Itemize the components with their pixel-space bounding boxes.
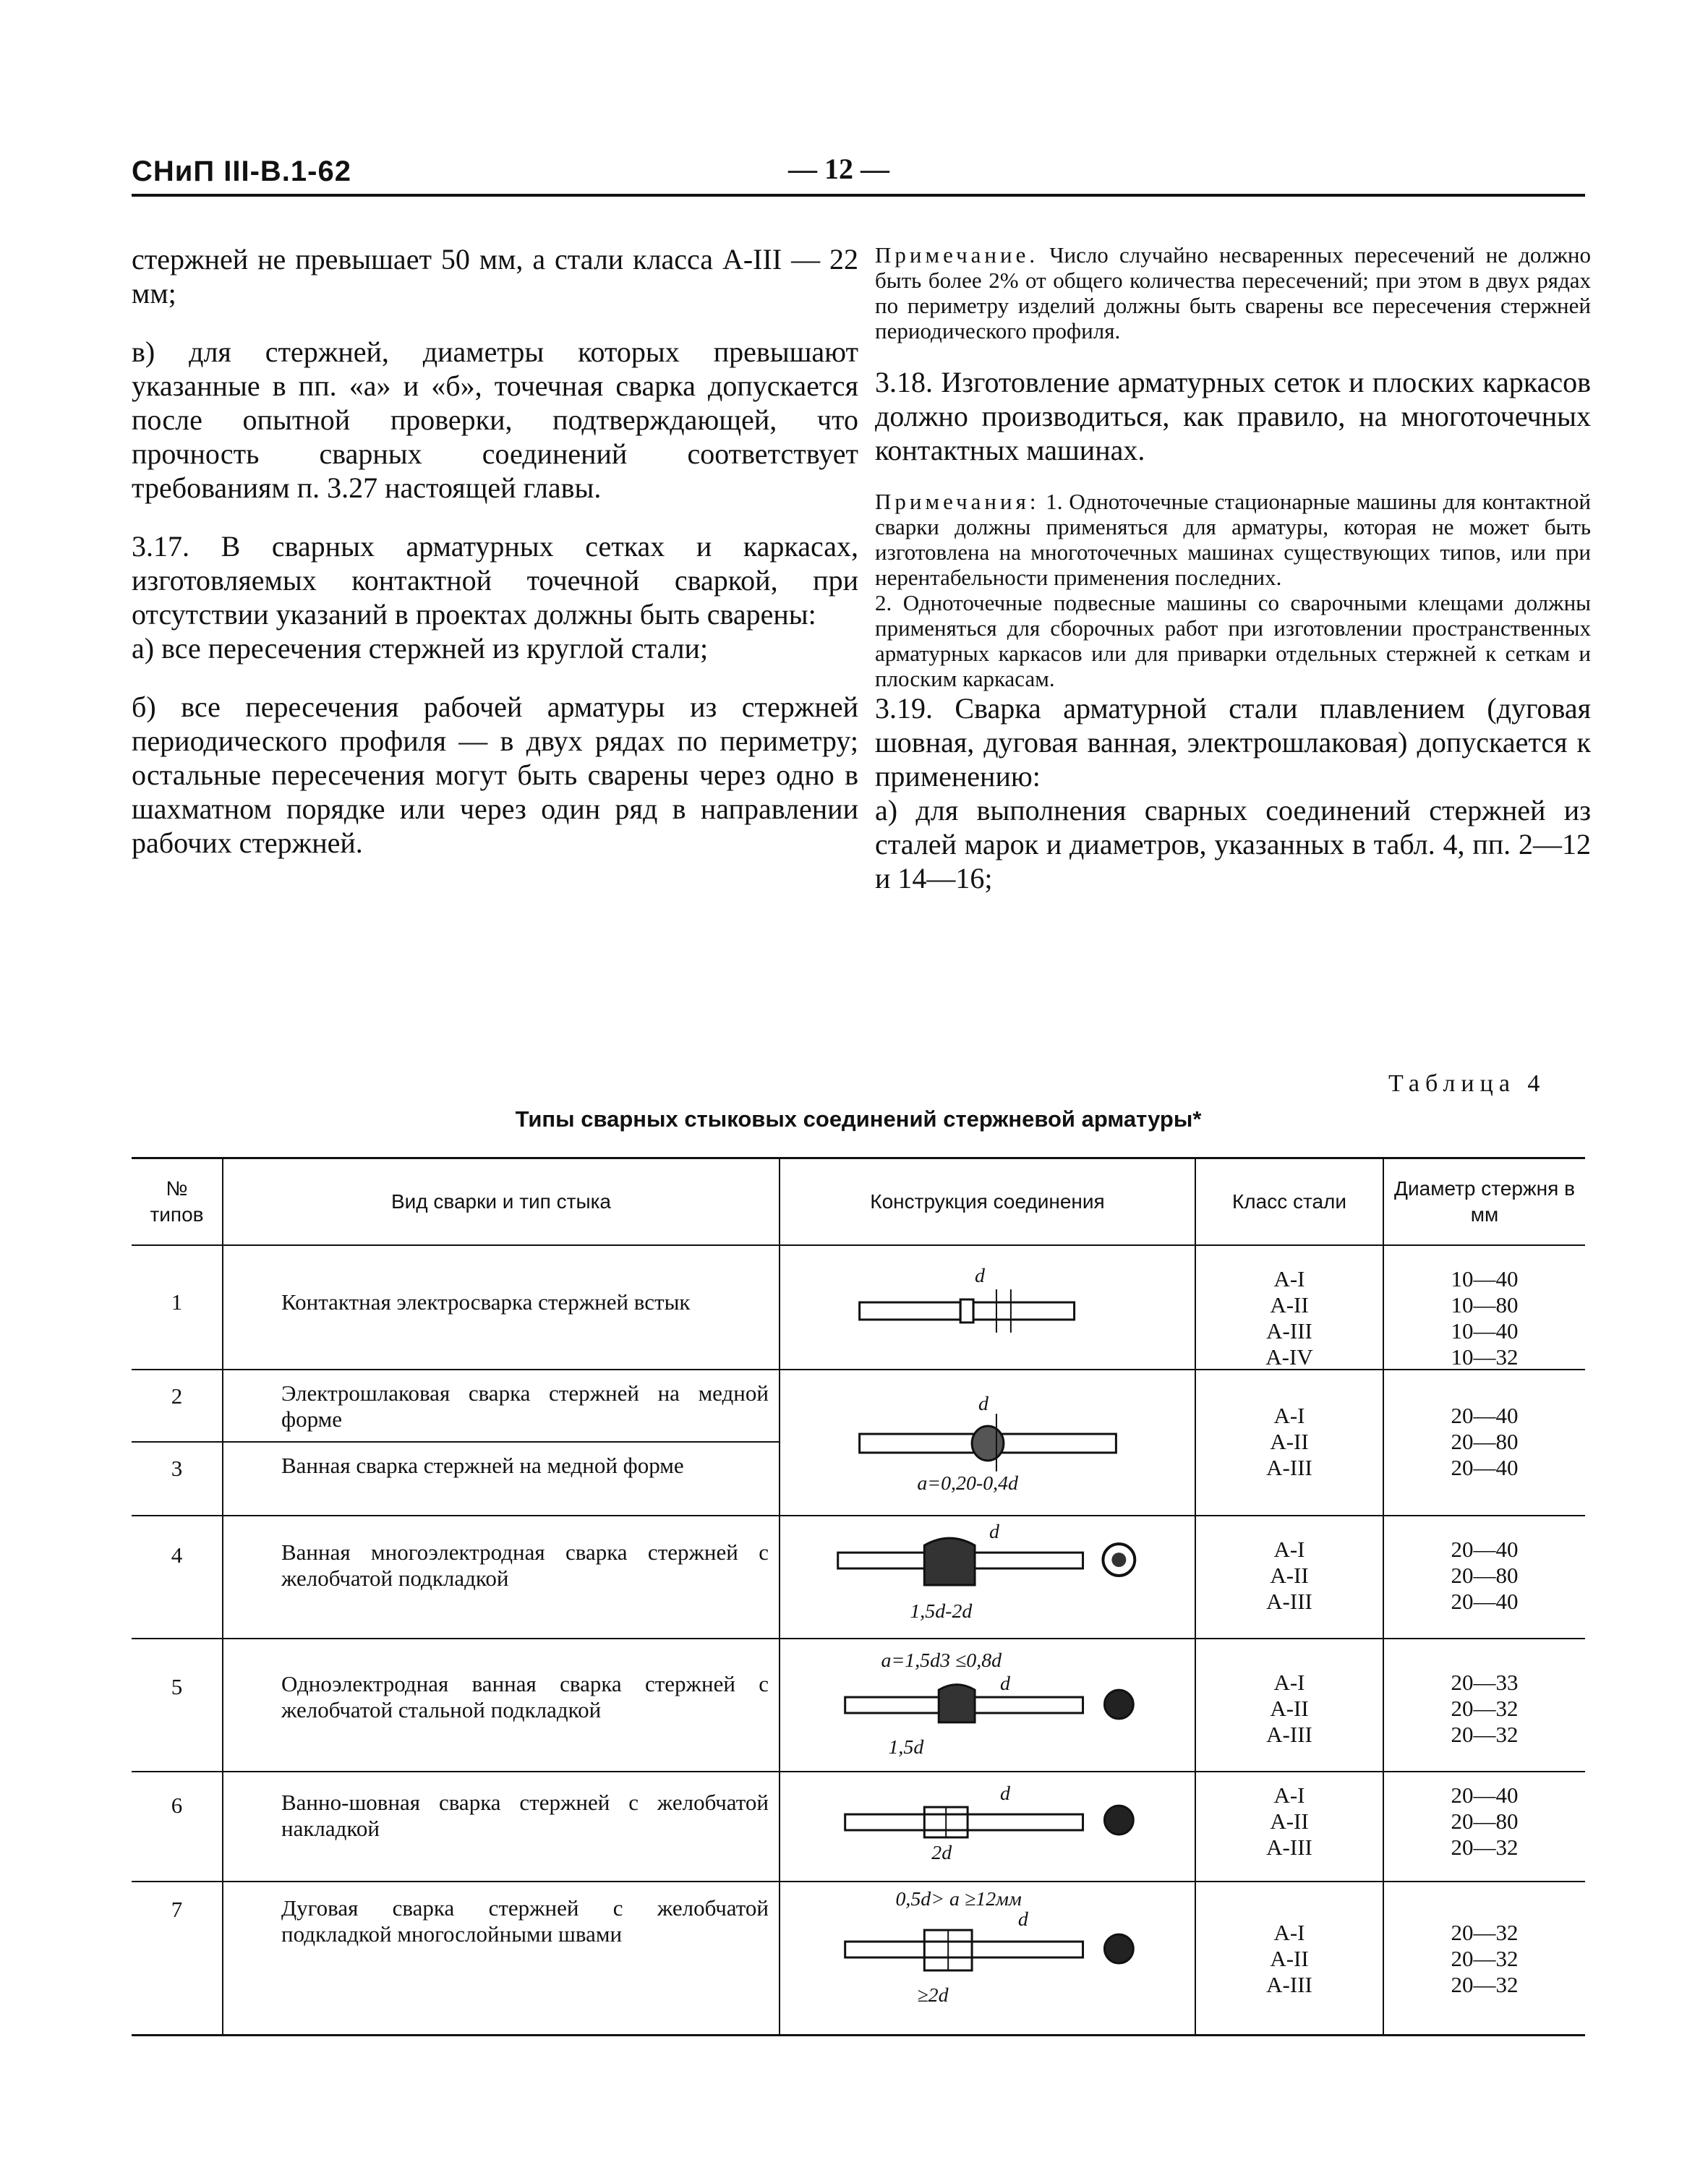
bath-weld-diagram xyxy=(780,1516,1195,1638)
page-number: — 12 — xyxy=(788,153,889,185)
welding-joints-table xyxy=(132,1157,1585,2036)
row-num: 5 xyxy=(171,1674,183,1699)
note-2-label: Примечания: xyxy=(875,489,1040,514)
electroslag-diagram xyxy=(780,1370,1195,1515)
joint-diagram xyxy=(779,1882,1195,2034)
header-diameter: Диаметр стержня в мм xyxy=(1383,1159,1585,1244)
row-steel: А-I А-II А-III xyxy=(1195,1516,1383,1638)
table-row xyxy=(132,1443,779,1515)
joint-diagram xyxy=(779,1246,1195,1369)
row-steel: А-I А-II А-III xyxy=(1195,1772,1383,1881)
row-num: 3 xyxy=(171,1456,183,1481)
table-row xyxy=(132,1882,1585,2034)
note-1 xyxy=(875,242,1591,343)
row-diameter: 10—40 10—80 10—40 10—32 xyxy=(1383,1246,1585,1369)
header-rule xyxy=(132,194,1585,197)
header-kind: Вид сварки и тип стыка xyxy=(222,1159,779,1244)
dim-label-a-top: a=1,5d3 ≤0,8d xyxy=(881,1649,1002,1673)
row-kind: Дуговая сварка стержней с желобчатой подкладкой многослойными швами xyxy=(222,1882,779,2034)
paragraph-item-a: а) все пересечения стержней из круглой стали; xyxy=(132,632,709,665)
row-steel: А-I А-II А-III xyxy=(1195,1639,1383,1771)
row-kind: Контактная электросварка стержней встык xyxy=(222,1246,779,1369)
dim-label-d: d xyxy=(999,1782,1010,1806)
header-design: Конструкция соединения xyxy=(779,1159,1195,1244)
paragraph-item-v: в) для стержней, диаметры которых превышают указанные в пп. «а» и «б», точечная сварка допускается после опытной проверки, подтверждающей, что прочность сварных соединений соответствует требованиям п. 3.27 настоящей главы. xyxy=(132,336,858,504)
note-1-text: Число случайно несваренных пересечений не должно быть более 2% от общего количества пересечений; при этом в двух рядах по периметру изделий должны быть сварены все пересечения стержней периодического профиля. xyxy=(875,242,1591,343)
row-num: 6 xyxy=(171,1793,183,1818)
left-column xyxy=(132,242,858,860)
dim-label-a: ≥2d xyxy=(917,1983,949,2007)
butt-weld-diagram xyxy=(780,1246,1195,1369)
dim-label-a: 1,5d xyxy=(888,1735,924,1759)
header-num: № типов xyxy=(150,1177,204,1226)
dim-label-a-top: 0,5d> a ≥12мм xyxy=(895,1888,1022,1911)
table-row xyxy=(132,1370,779,1443)
row-steel: А-I А-II А-III xyxy=(1195,1370,1383,1515)
row-num: 7 xyxy=(171,1897,183,1922)
dim-label-d: d xyxy=(1017,1908,1028,1931)
table-title: Типы сварных стыковых соединений стержневой арматуры* xyxy=(515,1106,1202,1132)
dim-label-a: 1,5d-2d xyxy=(910,1600,973,1623)
paragraph-3-18: 3.18. Изготовление арматурных сеток и плоских каркасов должно производиться, как правило, на многоточечных контактных машинах. xyxy=(875,366,1591,466)
dim-label-a: a=0,20-0,4d xyxy=(917,1472,1019,1495)
dim-label-d: d xyxy=(988,1521,999,1544)
joint-diagram xyxy=(779,1772,1195,1881)
rows-2-3-left xyxy=(132,1370,779,1515)
table-row-group xyxy=(132,1370,1585,1516)
note-1-label: Примечание. xyxy=(875,242,1039,268)
table-row xyxy=(132,1639,1585,1772)
joint-diagram xyxy=(779,1516,1195,1638)
row-num: 4 xyxy=(171,1542,183,1568)
single-electrode-diagram xyxy=(780,1639,1195,1771)
row-diameter: 20—33 20—32 20—32 xyxy=(1383,1639,1585,1771)
row-kind: Ванная многоэлектродная сварка стержней с желобчатой подкладкой xyxy=(222,1516,779,1638)
dim-label-d: d xyxy=(975,1265,986,1288)
arc-weld-diagram xyxy=(780,1882,1195,2034)
paragraph-item-b: б) все пересечения рабочей арматуры из стержней периодического профиля — в двух рядах по периметру; остальные пересечения могут быть сварены через одно в шахматном порядке или через один ряд в направлении рабочих стержней. xyxy=(132,691,858,859)
note-2-item-1: 1. Одноточечные стационарные машины для контактной сварки должны применяться для арматуры, которая не может быть изготовлена на многоточечных машинах существующих типов, или при нерентабельности применения последних. xyxy=(875,489,1592,590)
row-diameter: 20—40 20—80 20—32 xyxy=(1383,1772,1585,1881)
bath-seam-diagram xyxy=(780,1772,1195,1881)
dim-label-d: d xyxy=(999,1673,1010,1696)
row-kind: Ванно-шовная сварка стержней с желобчатой накладкой xyxy=(222,1772,779,1881)
row-steel: А-I А-II А-III А-IV xyxy=(1195,1246,1383,1369)
row-diameter: 20—40 20—80 20—40 xyxy=(1383,1516,1585,1638)
row-steel: А-I А-II А-III xyxy=(1195,1882,1383,2034)
note-2-item-2: 2. Одноточечные подвесные машины со сварочными клещами должны применяться для сборочных работ при изготовлении пространственных арматурных каркасов или для приварки отдельных стержней к сеткам и плоским каркасам. xyxy=(875,590,1591,691)
table-row xyxy=(132,1246,1585,1370)
row-diameter: 20—40 20—80 20—40 xyxy=(1383,1370,1585,1515)
row-num: 2 xyxy=(171,1383,183,1409)
header-steel: Класс стали xyxy=(1195,1159,1383,1244)
row-diameter: 20—32 20—32 20—32 xyxy=(1383,1882,1585,2034)
row-kind: Ванная сварка стержней на медной форме xyxy=(222,1443,779,1515)
paragraph-3-19: 3.19. Сварка арматурной стали плавлением (дуговая шовная, дуговая ванная, электрошлаковая) допускается к применению: xyxy=(875,692,1591,793)
document-code: СНиП III-В.1-62 xyxy=(132,155,351,187)
joint-diagram xyxy=(779,1639,1195,1771)
table-row xyxy=(132,1772,1585,1882)
paragraph-3-19-a: а) для выполнения сварных соединений стержней из сталей марок и диаметров, указанных в табл. 4, пп. 2—12 и 14—16; xyxy=(875,794,1591,894)
note-2 xyxy=(875,489,1591,590)
table-label: Таблица 4 xyxy=(1388,1070,1546,1097)
dim-label-d: d xyxy=(978,1393,988,1416)
table-header-row xyxy=(132,1159,1585,1246)
table-row xyxy=(132,1516,1585,1639)
paragraph-3-17: 3.17. В сварных арматурных сетках и каркасах, изготовляемых контактной точечной сваркой, при отсутствии указаний в проектах должны быть сварены: xyxy=(132,530,858,631)
row-num: 1 xyxy=(171,1289,183,1315)
row-kind: Электрошлаковая сварка стержней на медной форме xyxy=(222,1370,779,1441)
row-kind: Одноэлектродная ванная сварка стержней с желобчатой стальной подкладкой xyxy=(222,1639,779,1771)
right-column xyxy=(875,242,1591,895)
joint-diagram xyxy=(779,1370,1195,1515)
dim-label-a: 2d xyxy=(931,1841,952,1864)
paragraph-continuation: стержней не превышает 50 мм, а стали класса А-III — 22 мм; xyxy=(132,243,858,309)
